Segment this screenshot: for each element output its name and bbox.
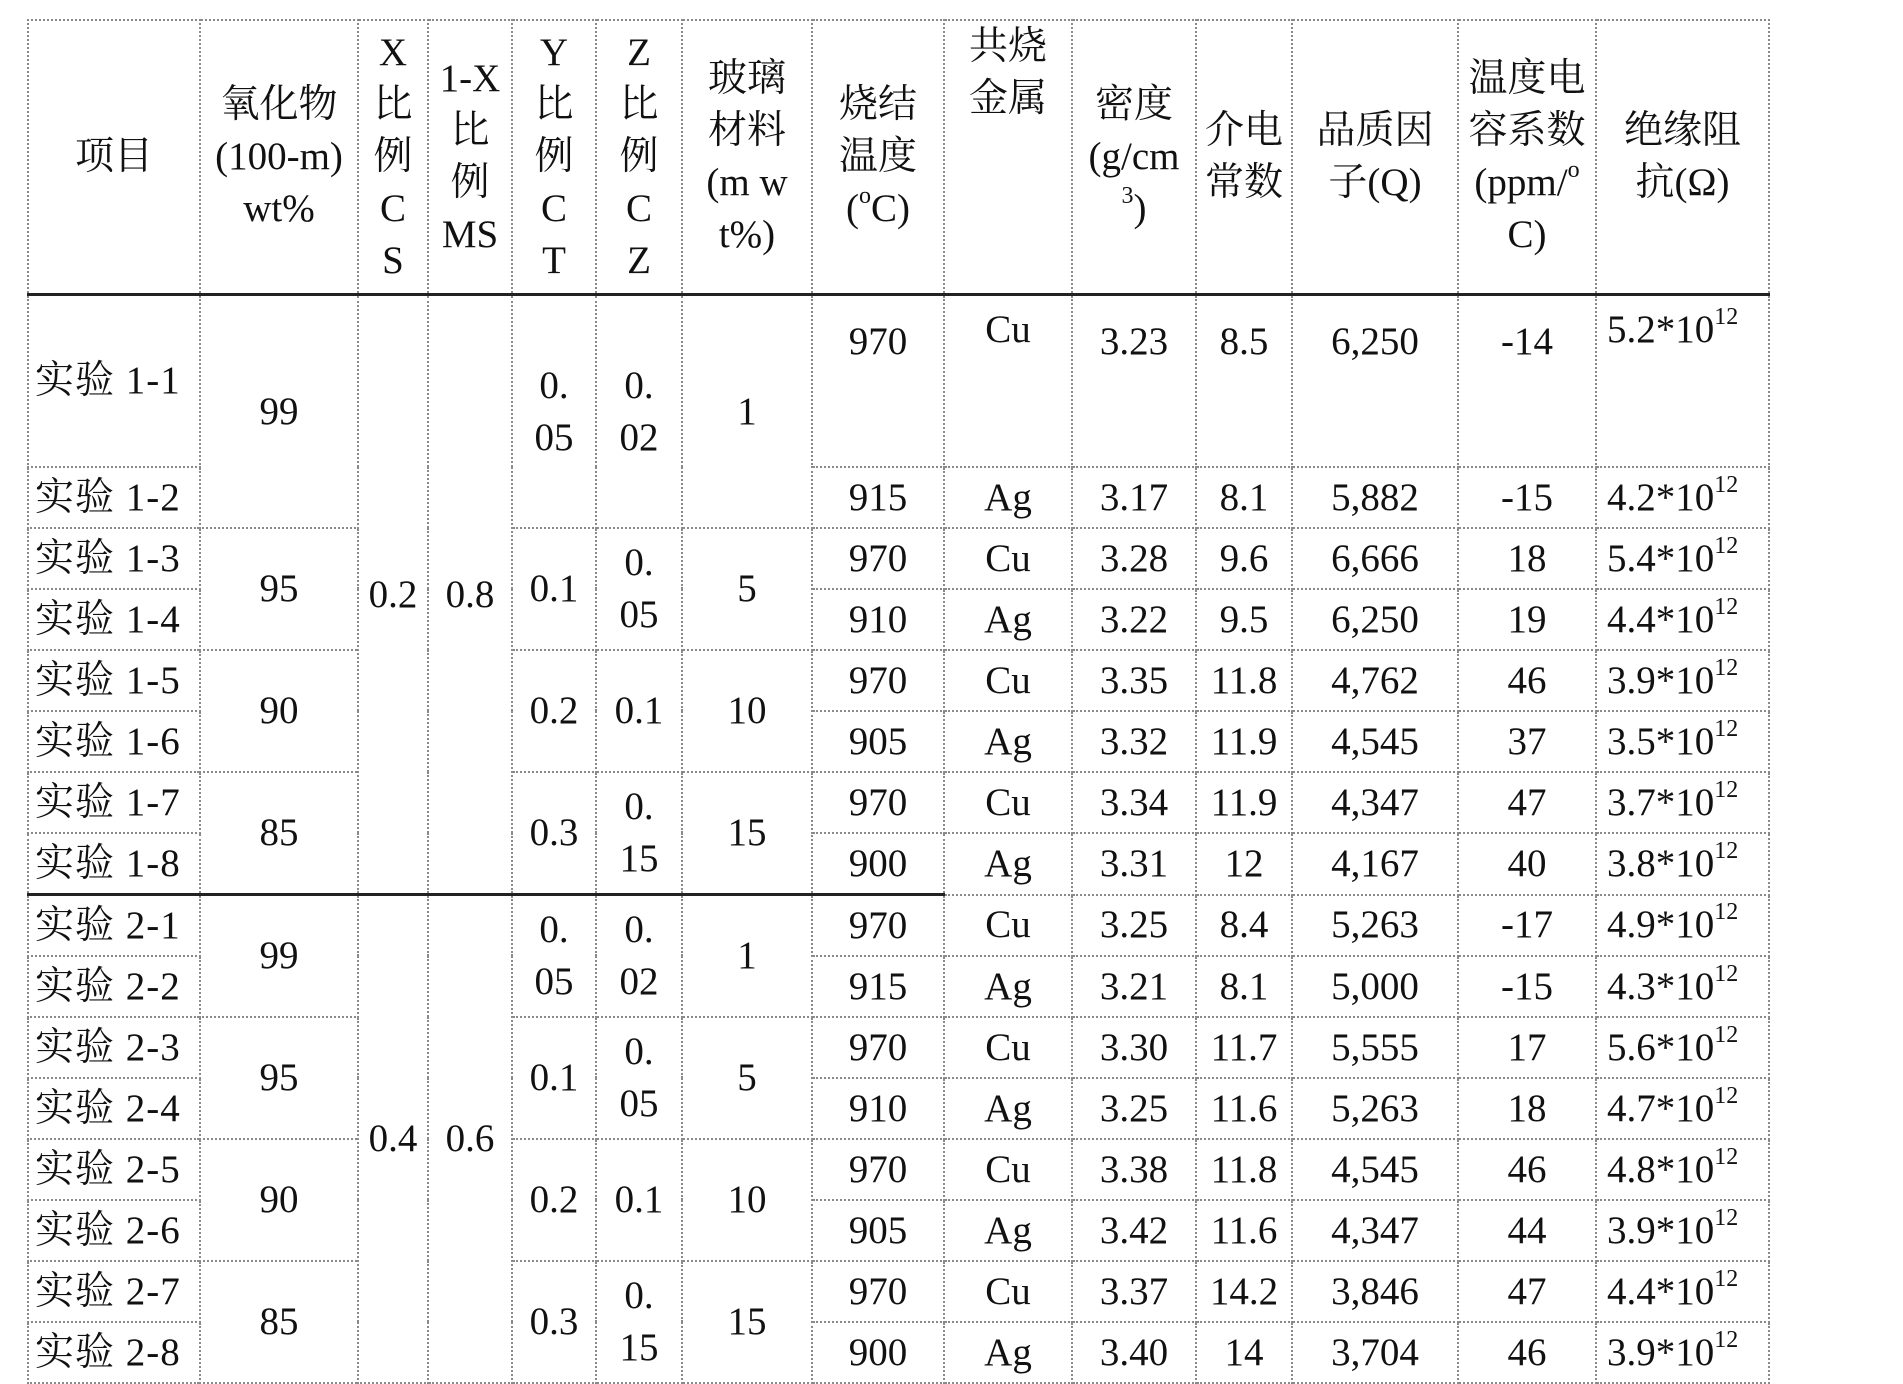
resistance-cell: $4.4*10^{12}$ [1596,1261,1769,1322]
temp-cell: 970 [812,895,944,957]
temp-cell: 915 [812,467,944,528]
header-resistance: 绝缘阻抗(Ω) [1596,20,1769,295]
tcc-cell: -15 [1458,956,1596,1017]
header-cofire-metal: 共烧金属 [944,20,1072,295]
glass-cell: 15 [682,772,812,895]
resistance-cell: $5.2*10^{12}$ [1596,295,1769,468]
metal-cell: Ag [944,956,1072,1017]
quality-cell: 3,704 [1292,1322,1458,1383]
one-minus-x-cell: 0.6 [428,895,512,1384]
temp-cell: 970 [812,1261,944,1322]
resistance-cell: $3.9*10^{12}$ [1596,650,1769,711]
item-cell: 实验 1-7 [28,772,200,833]
header-sinter-temp: 烧结温度($^o$C) [812,20,944,295]
y-ratio-cell: 0.1 [512,528,596,650]
tcc-cell: 46 [1458,1322,1596,1383]
resistance-cell: $3.7*10^{12}$ [1596,772,1769,833]
glass-cell: 10 [682,650,812,772]
item-cell: 实验 1-4 [28,589,200,650]
tcc-cell: 18 [1458,528,1596,589]
header-quality: 品质因子(Q) [1292,20,1458,295]
temp-cell: 970 [812,1017,944,1078]
header-y: Y比例CT [512,20,596,295]
item-cell: 实验 2-2 [28,956,200,1017]
glass-cell: 5 [682,1017,812,1139]
tcc-cell: 46 [1458,1139,1596,1200]
density-cell: 3.38 [1072,1139,1196,1200]
tcc-cell: -17 [1458,895,1596,957]
metal-cell: Ag [944,1078,1072,1139]
glass-cell: 15 [682,1261,812,1383]
metal-cell: Ag [944,589,1072,650]
header-one-minus-x: 1-X比例MS [428,20,512,295]
quality-cell: 4,545 [1292,1139,1458,1200]
item-cell: 实验 2-6 [28,1200,200,1261]
one-minus-x-cell: 0.8 [428,295,512,895]
temp-cell: 970 [812,650,944,711]
header-tcc: 温度电容系数(ppm/$^o$C) [1458,20,1596,295]
resistance-cell: $3.8*10^{12}$ [1596,833,1769,895]
quality-cell: 3,846 [1292,1261,1458,1322]
header-oxide: 氧化物(100-m)wt% [200,20,358,295]
density-cell: 3.22 [1072,589,1196,650]
dielectric-cell: 11.9 [1196,772,1292,833]
table-row [28,895,1769,957]
z-ratio-cell: 0.15 [596,1261,682,1383]
y-ratio-cell: 0.2 [512,1139,596,1261]
resistance-cell: $5.4*10^{12}$ [1596,528,1769,589]
dielectric-cell: 8.1 [1196,956,1292,1017]
dielectric-cell: 9.6 [1196,528,1292,589]
dielectric-cell: 11.9 [1196,711,1292,772]
item-cell: 实验 2-7 [28,1261,200,1322]
table-row [28,1261,1769,1322]
temp-cell: 900 [812,833,944,895]
item-cell: 实验 2-1 [28,895,200,957]
density-cell: 3.30 [1072,1017,1196,1078]
tcc-cell: 47 [1458,1261,1596,1322]
quality-cell: 6,666 [1292,528,1458,589]
resistance-cell: $5.6*10^{12}$ [1596,1017,1769,1078]
metal-cell: Cu [944,895,1072,957]
density-cell: 3.31 [1072,833,1196,895]
z-ratio-cell: 0.1 [596,650,682,772]
tcc-cell: 17 [1458,1017,1596,1078]
dielectric-cell: 8.4 [1196,895,1292,957]
header-glass: 玻璃材料(m wt%) [682,20,812,295]
item-cell: 实验 1-5 [28,650,200,711]
item-cell: 实验 2-4 [28,1078,200,1139]
z-ratio-cell: 0.1 [596,1139,682,1261]
item-cell: 实验 1-6 [28,711,200,772]
tcc-cell: -15 [1458,467,1596,528]
y-ratio-cell: 0.1 [512,1017,596,1139]
metal-cell: Cu [944,772,1072,833]
oxide-cell: 95 [200,528,358,650]
oxide-cell: 90 [200,1139,358,1261]
metal-cell: Ag [944,833,1072,895]
quality-cell: 6,250 [1292,295,1458,468]
item-cell: 实验 1-2 [28,467,200,528]
quality-cell: 4,545 [1292,711,1458,772]
quality-cell: 6,250 [1292,589,1458,650]
tcc-cell: 19 [1458,589,1596,650]
oxide-cell: 95 [200,1017,358,1139]
item-cell: 实验 2-8 [28,1322,200,1383]
density-cell: 3.28 [1072,528,1196,589]
y-ratio-cell: 0.05 [512,895,596,1018]
temp-cell: 970 [812,528,944,589]
quality-cell: 5,000 [1292,956,1458,1017]
header-row [28,20,1769,295]
quality-cell: 5,882 [1292,467,1458,528]
density-cell: 3.34 [1072,772,1196,833]
temp-cell: 910 [812,1078,944,1139]
quality-cell: 5,263 [1292,895,1458,957]
density-cell: 3.32 [1072,711,1196,772]
z-ratio-cell: 0.15 [596,772,682,895]
tcc-cell: -14 [1458,295,1596,468]
oxide-cell: 85 [200,772,358,895]
dielectric-cell: 11.6 [1196,1078,1292,1139]
glass-cell: 5 [682,528,812,650]
y-ratio-cell: 0.05 [512,295,596,529]
header-dielectric: 介电常数 [1196,20,1292,295]
header-x: X比例CS [358,20,428,295]
y-ratio-cell: 0.2 [512,650,596,772]
density-cell: 3.21 [1072,956,1196,1017]
quality-cell: 4,347 [1292,1200,1458,1261]
dielectric-cell: 9.5 [1196,589,1292,650]
quality-cell: 4,347 [1292,772,1458,833]
oxide-cell: 99 [200,895,358,1018]
item-cell: 实验 2-3 [28,1017,200,1078]
resistance-cell: $4.2*10^{12}$ [1596,467,1769,528]
density-cell: 3.23 [1072,295,1196,468]
z-ratio-cell: 0.02 [596,295,682,529]
z-ratio-cell: 0.05 [596,528,682,650]
temp-cell: 900 [812,1322,944,1383]
dielectric-cell: 11.6 [1196,1200,1292,1261]
metal-cell: Cu [944,650,1072,711]
tcc-cell: 46 [1458,650,1596,711]
resistance-cell: $4.7*10^{12}$ [1596,1078,1769,1139]
table-row [28,1017,1769,1078]
table-row [28,295,1769,468]
glass-cell: 1 [682,895,812,1018]
density-cell: 3.42 [1072,1200,1196,1261]
temp-cell: 970 [812,772,944,833]
tcc-cell: 47 [1458,772,1596,833]
density-cell: 3.35 [1072,650,1196,711]
density-cell: 3.25 [1072,895,1196,957]
item-cell: 实验 1-8 [28,833,200,895]
metal-cell: Cu [944,295,1072,468]
density-cell: 3.17 [1072,467,1196,528]
quality-cell: 5,263 [1292,1078,1458,1139]
dielectric-cell: 11.8 [1196,650,1292,711]
tcc-cell: 40 [1458,833,1596,895]
metal-cell: Cu [944,1017,1072,1078]
z-ratio-cell: 0.02 [596,895,682,1018]
metal-cell: Ag [944,467,1072,528]
table-row [28,528,1769,589]
dielectric-cell: 14 [1196,1322,1292,1383]
header-z: Z比例CZ [596,20,682,295]
quality-cell: 5,555 [1292,1017,1458,1078]
metal-cell: Ag [944,1200,1072,1261]
item-cell: 实验 2-5 [28,1139,200,1200]
density-cell: 3.40 [1072,1322,1196,1383]
temp-cell: 905 [812,711,944,772]
item-cell: 实验 1-1 [28,295,200,468]
resistance-cell: $4.4*10^{12}$ [1596,589,1769,650]
temp-cell: 910 [812,589,944,650]
table-row [28,772,1769,833]
metal-cell: Ag [944,711,1072,772]
glass-cell: 10 [682,1139,812,1261]
dielectric-cell: 12 [1196,833,1292,895]
table-row [28,650,1769,711]
temp-cell: 915 [812,956,944,1017]
dielectric-cell: 11.8 [1196,1139,1292,1200]
dielectric-cell: 11.7 [1196,1017,1292,1078]
tcc-cell: 37 [1458,711,1596,772]
item-cell: 实验 1-3 [28,528,200,589]
oxide-cell: 90 [200,650,358,772]
resistance-cell: $3.9*10^{12}$ [1596,1322,1769,1383]
oxide-cell: 99 [200,295,358,529]
resistance-cell: $4.8*10^{12}$ [1596,1139,1769,1200]
dielectric-cell: 8.5 [1196,295,1292,468]
tcc-cell: 18 [1458,1078,1596,1139]
quality-cell: 4,167 [1292,833,1458,895]
metal-cell: Cu [944,1261,1072,1322]
header-item: 项目 [28,20,200,295]
temp-cell: 970 [812,1139,944,1200]
y-ratio-cell: 0.3 [512,772,596,895]
resistance-cell: $3.5*10^{12}$ [1596,711,1769,772]
z-ratio-cell: 0.05 [596,1017,682,1139]
oxide-cell: 85 [200,1261,358,1383]
resistance-cell: $4.9*10^{12}$ [1596,895,1769,957]
results-table [27,19,1770,1384]
header-density: 密度$(g/cm^3)$ [1072,20,1196,295]
temp-cell: 970 [812,295,944,468]
quality-cell: 4,762 [1292,650,1458,711]
y-ratio-cell: 0.3 [512,1261,596,1383]
metal-cell: Cu [944,1139,1072,1200]
dielectric-cell: 14.2 [1196,1261,1292,1322]
density-cell: 3.25 [1072,1078,1196,1139]
glass-cell: 1 [682,295,812,529]
metal-cell: Ag [944,1322,1072,1383]
metal-cell: Cu [944,528,1072,589]
density-cell: 3.37 [1072,1261,1196,1322]
dielectric-cell: 8.1 [1196,467,1292,528]
resistance-cell: $4.3*10^{12}$ [1596,956,1769,1017]
x-ratio-cell: 0.4 [358,895,428,1384]
resistance-cell: $3.9*10^{12}$ [1596,1200,1769,1261]
temp-cell: 905 [812,1200,944,1261]
table-row [28,1139,1769,1200]
tcc-cell: 44 [1458,1200,1596,1261]
x-ratio-cell: 0.2 [358,295,428,895]
